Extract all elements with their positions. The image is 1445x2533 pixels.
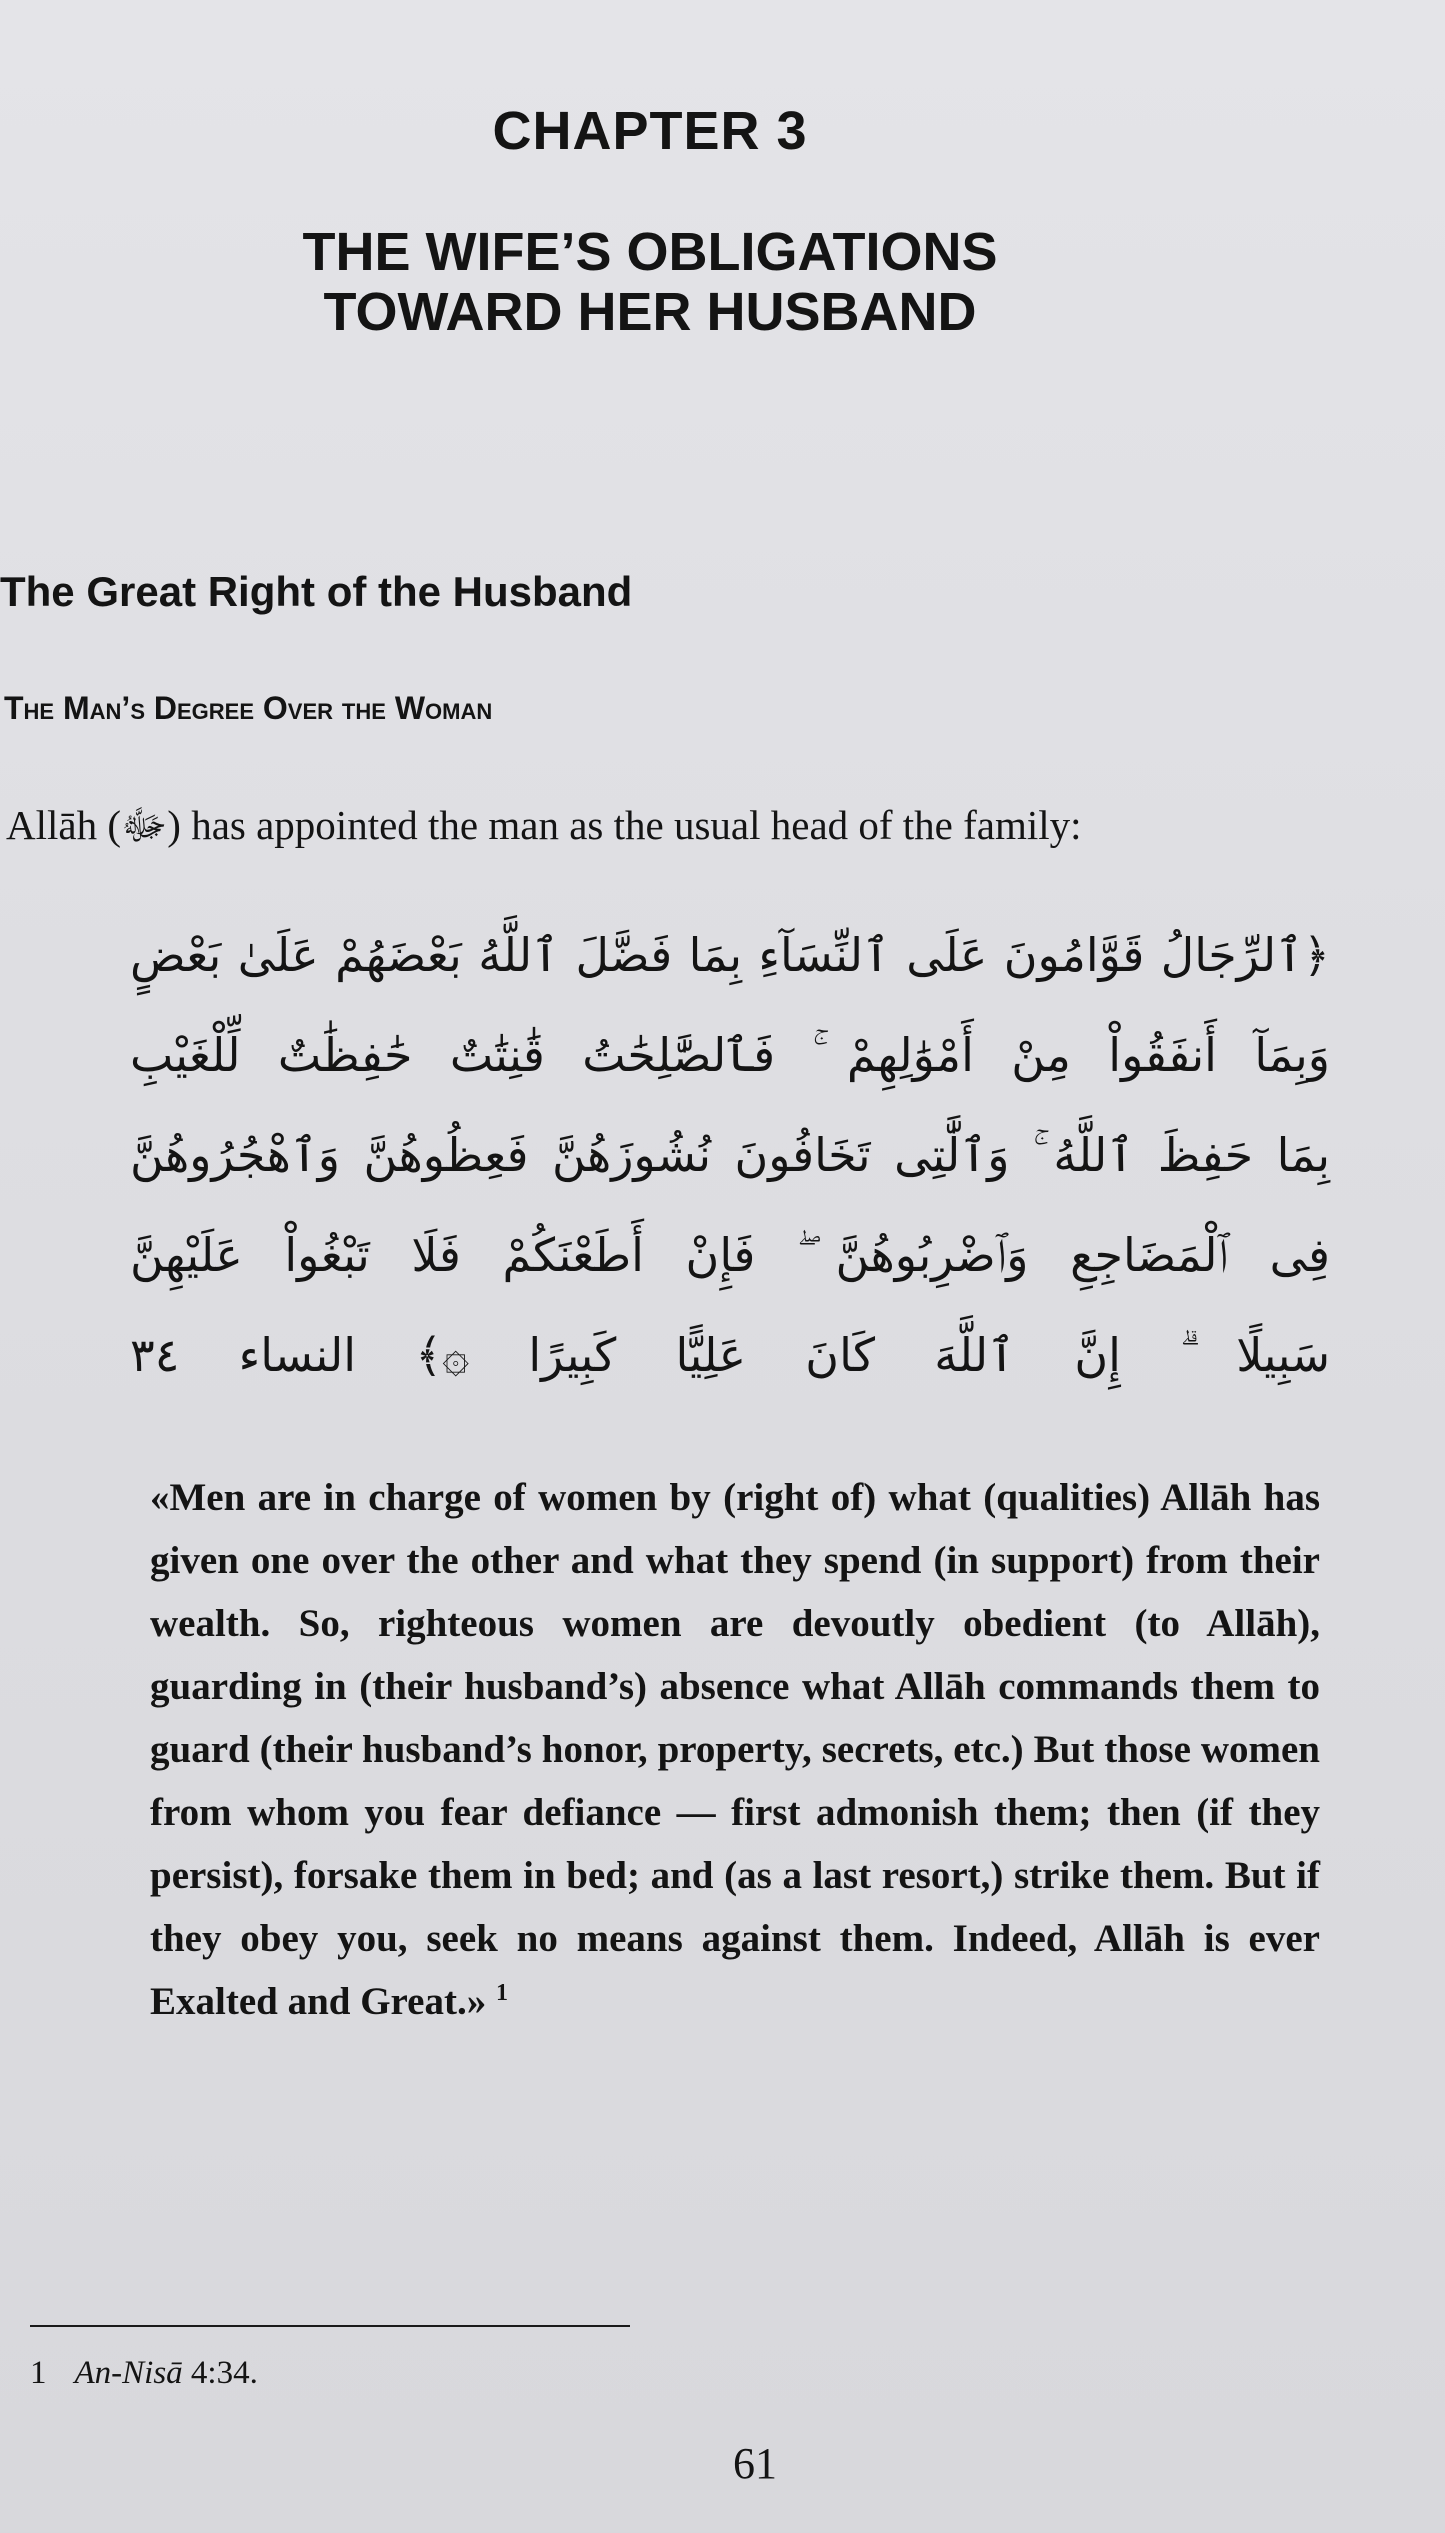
arabic-verse-line: بِمَا حَفِظَ ٱللَّهُ ۚ وَٱلَّٰتِى تَخَافُونَ نُشُوزَهُنَّ فَعِظُوهُنَّ وَٱهْجُرُوهُنَّ [130, 1128, 1330, 1182]
footnote-divider [30, 2325, 630, 2327]
chapter-title-line-2: TOWARD HER HUSBAND [323, 282, 977, 342]
footnote-work: An-Nisā [74, 2355, 183, 2391]
page-number: 61 [733, 2439, 777, 2488]
arabic-verse-line: ﴿ٱلرِّجَالُ قَوَّامُونَ عَلَى ٱلنِّسَآءِ بِمَا فَضَّلَ ٱللَّهُ بَعْضَهُمْ عَلَىٰ بَعْضٍ [130, 928, 1330, 982]
arabic-verse-line: سَبِيلًا ۗ إِنَّ ٱللَّهَ كَانَ عَلِيًّا كَبِيرًا ۞﴾ النساء ٣٤ [130, 1328, 1330, 1382]
arabic-verse [130, 905, 1330, 1405]
intro-paragraph: Allāh (ﷻ) has appointed the man as the usual head of the family: [6, 802, 1082, 848]
footnote-reference-text: 4:34. [190, 2355, 258, 2391]
subheading: The Man’s Degree Over the Woman [4, 690, 493, 726]
chapter-title-line-1: THE WIFE’S OBLIGATIONS [302, 222, 998, 282]
footnote-reference[interactable]: 1 [495, 1980, 508, 2006]
footnote-number: 1 [30, 2355, 47, 2391]
verse-translation [150, 1466, 1320, 2033]
translation-text: «Men are in charge of women by (right of) what (qualities) Allāh has given one over the other and what they spend (in support) from their wealth. So, righteous women are devoutly obedient (to Allāh), guarding in (their husband’s) absence what Allāh commands them to guard (their husband’s honor, property, secrets, etc.) But those women from whom you fear defiance — first admonish them; then (if they persist), forsake them in bed; and (as a last resort,) strike them. But if they obey you, seek no means against them. Indeed, Allāh is ever Exalted and Great.» [150, 1476, 1320, 2023]
footnote [30, 2355, 258, 2392]
section-heading: The Great Right of the Husband [0, 568, 633, 615]
arabic-verse-line: وَبِمَآ أَنفَقُواْ مِنْ أَمْوَٰلِهِمْ ۚ فَٱلصَّٰلِحَٰتُ قَٰنِتَٰتٌ حَٰفِظَٰتٌ لِّلْغَيْبِ [130, 1028, 1330, 1082]
arabic-verse-line: فِى ٱلْمَضَاجِعِ وَٱضْرِبُوهُنَّ ۖ فَإِنْ أَطَعْنَكُمْ فَلَا تَبْغُواْ عَلَيْهِنَّ [130, 1228, 1330, 1282]
chapter-label: CHAPTER 3 [492, 101, 808, 161]
chapter-title [0, 222, 1300, 342]
